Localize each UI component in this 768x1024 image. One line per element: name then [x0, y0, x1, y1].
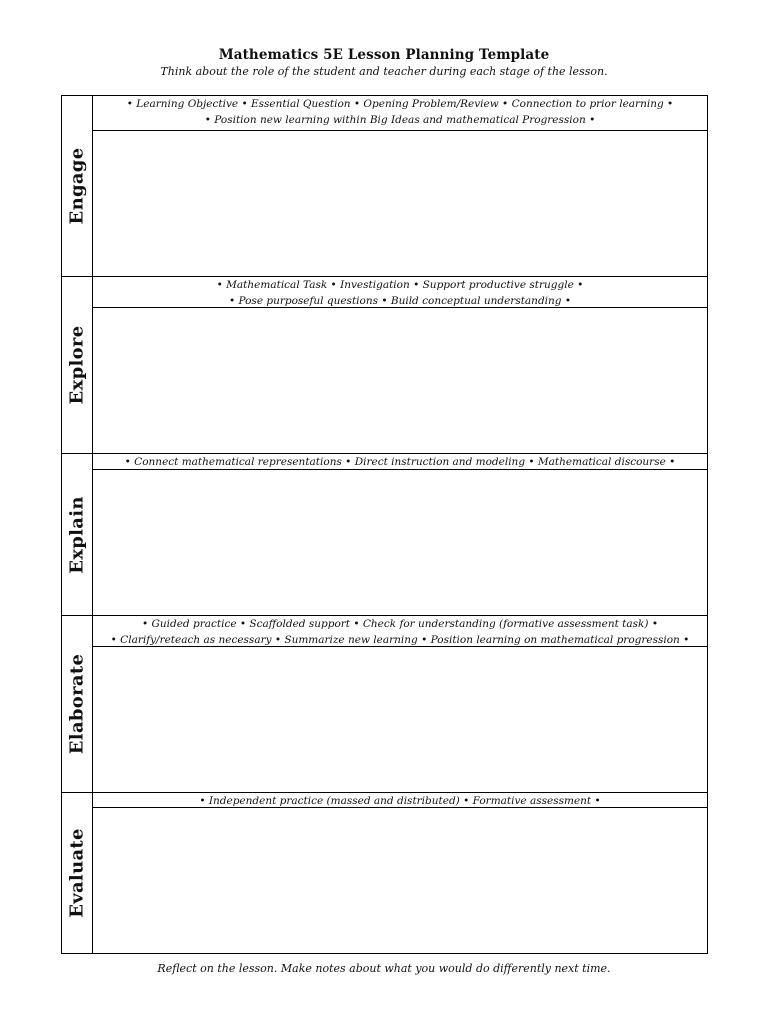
stage-label-cell — [62, 277, 93, 453]
hint-line: • Independent practice (massed and distributed) • Formative assessment • — [199, 795, 601, 807]
stage-row-explain — [62, 454, 707, 616]
stage-hint-elaborate — [93, 616, 707, 647]
stage-label-cell — [62, 96, 93, 276]
stage-hint-explain — [93, 454, 707, 470]
hint-line: • Clarify/reteach as necessary • Summarize new learning • Position learning on mathematical progression • — [110, 633, 690, 646]
hint-line: • Position new learning within Big Ideas and mathematical Progression • — [204, 113, 596, 126]
stage-hint-engage — [93, 96, 707, 131]
hint-line: • Mathematical Task • Investigation • Support productive struggle • — [216, 279, 584, 291]
reflection-note: Reflect on the lesson. Make notes about what you would do differently next time. — [157, 962, 611, 975]
stage-label-cell — [62, 793, 93, 953]
hint-line: • Learning Objective • Essential Question • Opening Problem/Review • Connection to prior learning • — [126, 98, 674, 110]
page-subtitle: Think about the role of the student and teacher during each stage of the lesson. — [160, 65, 608, 78]
notes-area-explore[interactable] — [93, 308, 707, 453]
notes-area-explain[interactable] — [93, 470, 707, 615]
notes-area-evaluate[interactable] — [93, 808, 707, 953]
stage-hint-explore — [93, 277, 707, 308]
page-title: Mathematics 5E Lesson Planning Template — [218, 47, 550, 63]
notes-area-elaborate[interactable] — [93, 647, 707, 792]
stage-label-engage: Engage — [66, 147, 88, 225]
stage-label-explain: Explain — [66, 495, 88, 574]
stage-label-evaluate: Evaluate — [66, 828, 88, 918]
stage-row-explore — [62, 277, 707, 454]
stage-label-explore: Explore — [66, 325, 88, 405]
stage-label-cell — [62, 454, 93, 615]
stage-row-evaluate — [62, 793, 707, 953]
stage-hint-evaluate — [93, 793, 707, 808]
hint-line: • Guided practice • Scaffolded support • Check for understanding (formative assessment task) • — [141, 618, 659, 630]
hint-line: • Pose purposeful questions • Build conceptual understanding • — [228, 294, 572, 307]
stage-label-elaborate: Elaborate — [66, 653, 88, 755]
notes-area-engage[interactable] — [93, 131, 707, 276]
hint-line: • Connect mathematical representations • Direct instruction and modeling • Mathematical discourse • — [124, 456, 676, 468]
stage-label-cell — [62, 616, 93, 792]
stage-row-elaborate — [62, 616, 707, 793]
stage-row-engage — [62, 96, 707, 277]
lesson-plan-table — [61, 95, 708, 954]
